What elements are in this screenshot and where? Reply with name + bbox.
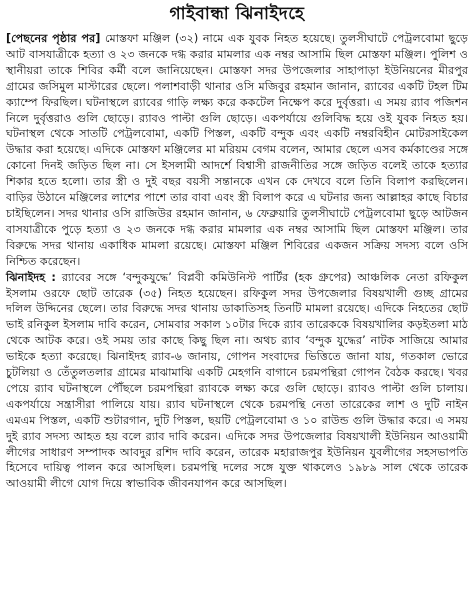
article-body bbox=[6, 31, 468, 492]
dateline-jhenaidah: ঝিনাইদহ : bbox=[6, 270, 56, 284]
paragraph-2-text: র‍্যাবের সঙ্গে ‘বন্দুকযুদ্ধে’ বিপ্লবী কমিউনিস্ট পার্টির (হক গ্রুপের) আঞ্চলিক নেতা রফিকুল ইসলাম ওরফে ছোট তারেক (৩৫) নিহত হয়েছেন। রফিকুল সদর উপজেলার বিষয়খালী গুচ্ছ গ্রামের দলিল উদ্দিনের ছেলে। তার বিরুদ্ধে সদর থানায় ডাকাতিসহ তিনটি মামলা রয়েছে। এদিকে নিহতের ছোট ভাই রনিকুল ইসলাম দাবি করেন, সোমবার সকাল ১০টার দিকে র‍্যাব তারেককে বিষয়খালির কড়ইতলা মাঠ থেকে আটক করে। ওই সময় তার কাছে কিছু ছিল না। অথচ র‍্যাব ‘বন্দুক যুদ্ধের’ নাটক সাজিয়ে আমার ভাইকে হত্যা করেছে। ঝিনাইদহ র‍্যাব-৬ জানায়, গোপন সংবাদের ভিত্তিতে জানা যায়, গতকাল ভোরে চুটলিয়া ও তেঁতুলতলার গ্রামের মাঝামাঝি একটি মেহগনি বাগানে চরমপন্থিরা গোপন বৈঠক করছে। খবর পেয়ে র‍্যাব ঘটনাস্থলে পৌঁছলে চরমপন্থিরা র‍্যাবকে লক্ষ্য করে গুলি ছোড়ে। র‍্যাবও পাল্টা গুলি চালায়। একপর্যায়ে সন্ত্রাসীরা পালিয়ে যায়। র‍্যাব ঘটনাস্থলে থেকে চরমপন্থি নেতা তারেকের লাশ ও দুটি নাইন এমএম পিস্তল, একটি শুটারগান, দুটি পিস্তল, ছয়টি পেট্রলবোমা ও ১০ রাউন্ড গুলি উদ্ধার করে। এ সময় দুই র‍্যাব সদস্য আহত হয় বলে র‍্যাব দাবি করেন। এদিকে সদর উপজেলার বিষয়খালী ইউনিয়ন আওয়ামী লীগের সাধারণ সম্পাদক আবদুর রশিদ দাবি করেন, তারেক মহারাজপুর ইউনিয়ন যুবলীগের সহসভাপতি হিসেবে দায়িত্ব পালন করে আসছিল। চরমপন্থি দলের সঙ্গে যুক্ত থাকলেও ১৯৮৯ সাল থেকে তারেক আওয়ামী লীগে যোগ দিয়ে স্বাভাবিক জীবনযাপন করে আসছিল। bbox=[6, 270, 468, 491]
article-paragraph-1 bbox=[6, 31, 468, 270]
continuation-kicker: [পেছনের পৃষ্ঠার পর] bbox=[6, 32, 101, 45]
article-paragraph-2 bbox=[6, 270, 468, 493]
paragraph-1-text: মোস্তফা মঞ্জিল (৩২) নামে এক যুবক নিহত হয়েছে। তুলসীঘাটে পেট্রলবোমা ছুড়ে আট বাসযাত্রীকে হত্যা ও ২৩ জনকে দগ্ধ করার মামলার এক নম্বর আসামি ছিল মোস্তফা মঞ্জিল। পুলিশ ও স্থানীয়রা তাকে শিবির কর্মী বলে জানিয়েছেন। মোস্তফা সদর উপজেলার সাহাপাড়া ইউনিয়নের মীরপুর গ্রামের জসিমুল মাস্টারের ছেলে। পলাশবাড়ী থানার ওসি মজিবুর রহমান জানান, র‍্যাবের একটি টহল টিম ক্যাম্পে ফিরছিল। ঘটনাস্থলে র‍্যাবের গাড়ি লক্ষ্য করে ককটেল নিক্ষেপ করে দুর্বৃত্তরা। এ সময় র‍্যাব পজিশন নিলে দুর্বৃত্তরাও গুলি ছোড়ে। র‍্যাবও পাল্টা গুলি ছোড়ে। একপর্যায়ে গুলিবিদ্ধ হয়ে ওই যুবক নিহত হয়। ঘটনাস্থল থেকে সাতটি পেট্রলবোমা, একটি পিস্তল, একটি বন্দুক এবং একটি নম্বরবিহীন মোটরসাইকেল উদ্ধার করা হয়েছে। এদিকে মোস্তফা মঞ্জিলের মা মরিয়ম বেগম বলেন, আমার ছেলে এসব কর্মকাণ্ডের সঙ্গে কোনো দিনই জড়িত ছিল না। সে ইসলামী আদর্শে বিশ্বাসী রাজনীতির সঙ্গে জড়িত বলেই তাকে হত্যার শিকার হতে হলো। তার স্ত্রী ও দুই বছর বয়সী সন্তানকে এখন কে দেখবে বলে তিনি বিলাপ করছিলেন। বাড়ির উঠানে মঞ্জিলের লাশের পাশে তার বাবা এবং স্ত্রী বিলাপ করে এ ঘটনার জন্য আল্লাহর কাছে বিচার চাইছিলেন। সদর থানার ওসি রাজিউর রহমান জানান, ৬ ফেব্রুয়ারি তুলসীঘাটে পেট্রলবোমা ছুড়ে আটজন বাসযাত্রীকে পুড়ে হত্যা ও ২৩ জনকে দগ্ধ করার মামলার এক নম্বর আসামি ছিল মোস্তফা মঞ্জিল। তার বিরুদ্ধে সদর থানায় একাধিক মামলা রয়েছে। মোস্তফা মঞ্জিল শিবিরের একজন সক্রিয় সদস্য বলে ওসি নিশ্চিত করেছেন। bbox=[6, 32, 469, 268]
article-headline: গাইবান্ধা ঝিনাইদহে bbox=[169, 4, 305, 24]
